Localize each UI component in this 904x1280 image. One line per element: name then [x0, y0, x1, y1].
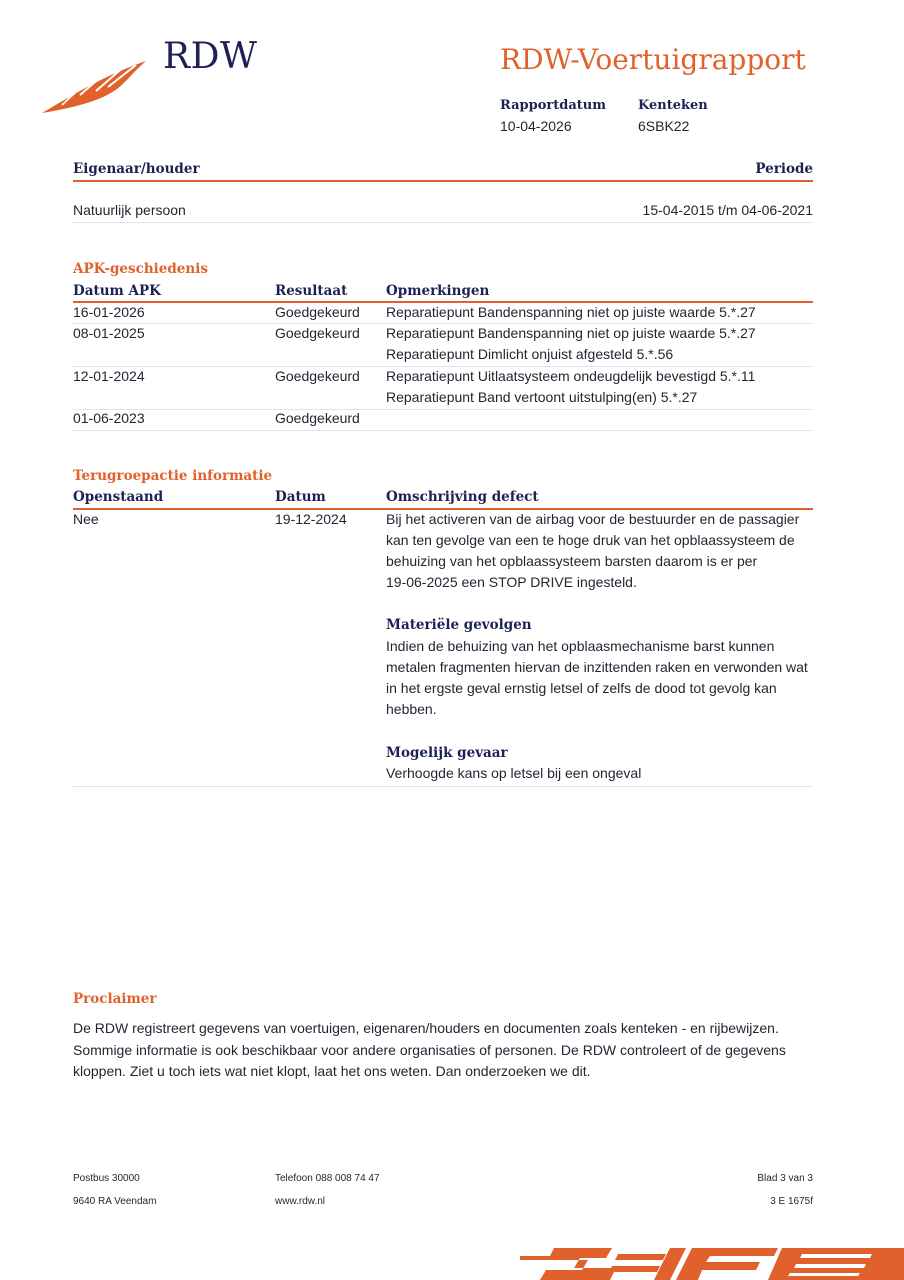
period-label: Periode: [755, 161, 813, 177]
recall-description-line: behuizing van het opblaassysteem barsten daarom is er per: [386, 553, 758, 569]
apk-row-result: Goedgekeurd: [275, 304, 360, 320]
plate-label: Kenteken: [638, 98, 708, 113]
danger-title: Mogelijk gevaar: [386, 745, 508, 761]
footer-address-1: Postbus 30000: [73, 1173, 140, 1184]
recall-col-date: Datum: [275, 489, 326, 505]
footer-phone: Telefoon 088 008 74 47: [275, 1173, 380, 1184]
danger-text: Verhoogde kans op letsel bij een ongeval: [386, 765, 642, 781]
apk-row-date: 16-01-2026: [73, 304, 145, 320]
decorative-stripes-icon: [520, 1244, 904, 1280]
consequences-title: Materiële gevolgen: [386, 617, 532, 633]
recall-bottom-rule: [73, 786, 813, 787]
consequences-line: Indien de behuizing van het opblaasmechanisme barst kunnen: [386, 638, 775, 654]
apk-col-date: Datum APK: [73, 283, 161, 299]
rdw-logo-icon: [40, 55, 152, 117]
apk-row-date: 12-01-2024: [73, 368, 145, 384]
footer-address-2: 9640 RA Veendam: [73, 1196, 157, 1207]
apk-row-result: Goedgekeurd: [275, 325, 360, 341]
recall-description-line: kan ten gevolge van een te hoge druk van het opblaassysteem de: [386, 532, 795, 548]
apk-row-remark: Reparatiepunt Band vertoont uitstulping(en) 5.*.27: [386, 389, 698, 405]
logo-text: RDW: [163, 36, 258, 77]
apk-col-remarks: Opmerkingen: [386, 283, 490, 299]
apk-row-date: 08-01-2025: [73, 325, 145, 341]
apk-col-result: Resultaat: [275, 283, 348, 299]
proclaimer-line: De RDW registreert gegevens van voertuigen, eigenaren/houders en documenten zoals kenteken - en rijbewijzen.: [73, 1020, 779, 1036]
footer-code: 3 E 1675f: [770, 1196, 813, 1207]
apk-row-rule: [73, 430, 813, 431]
proclaimer-line: kloppen. Ziet u toch iets wat niet klopt, laat het ons weten. Dan onderzoeken we dit.: [73, 1063, 591, 1079]
consequences-line: metalen fragmenten hiervan de inzittenden raken en verwonden wat: [386, 659, 808, 675]
proclaimer-title: Proclaimer: [73, 991, 157, 1007]
apk-row-remark: Reparatiepunt Dimlicht onjuist afgesteld 5.*.56: [386, 346, 674, 362]
report-date-value: 10-04-2026: [500, 118, 572, 134]
apk-row-result: Goedgekeurd: [275, 410, 360, 426]
recall-description-line: Bij het activeren van de airbag voor de bestuurder en de passagier: [386, 511, 800, 527]
owner-period: 15-04-2015 t/m 04-06-2021: [642, 202, 813, 218]
apk-row-result: Goedgekeurd: [275, 368, 360, 384]
consequences-line: hebben.: [386, 701, 437, 717]
owner-label: Eigenaar/houder: [73, 161, 200, 177]
recall-col-open: Openstaand: [73, 489, 164, 505]
apk-row-remark: Reparatiepunt Uitlaatsysteem ondeugdelijk bevestigd 5.*.11: [386, 368, 756, 384]
recall-open: Nee: [73, 511, 99, 527]
recall-col-description: Omschrijving defect: [386, 489, 539, 505]
consequences-line: in het ergste geval ernstig letsel of zelfs de dood tot gevolg kan: [386, 680, 777, 696]
owner-type: Natuurlijk persoon: [73, 202, 186, 218]
recall-description-line: 19-06-2025 een STOP DRIVE ingesteld.: [386, 574, 637, 590]
recall-title: Terugroepactie informatie: [73, 468, 273, 484]
owner-bottom-rule: [73, 222, 813, 223]
report-date-label: Rapportdatum: [500, 98, 606, 113]
footer-web: www.rdw.nl: [275, 1196, 326, 1207]
proclaimer-line: Sommige informatie is ook beschikbaar voor andere organisaties of personen. De RDW controleert of de gegevens: [73, 1042, 786, 1058]
apk-row-remark: Reparatiepunt Bandenspanning niet op juiste waarde 5.*.27: [386, 304, 756, 320]
apk-title: APK-geschiedenis: [73, 261, 208, 277]
apk-row-remark: Reparatiepunt Bandenspanning niet op juiste waarde 5.*.27: [386, 325, 756, 341]
footer-page: Blad 3 van 3: [757, 1173, 813, 1184]
owner-rule: [73, 180, 813, 182]
plate-value: 6SBK22: [638, 118, 690, 134]
apk-row-rule: [73, 409, 813, 410]
recall-date: 19-12-2024: [275, 511, 347, 527]
report-title: RDW-Voertuigrapport: [500, 43, 806, 76]
apk-row-date: 01-06-2023: [73, 410, 145, 426]
